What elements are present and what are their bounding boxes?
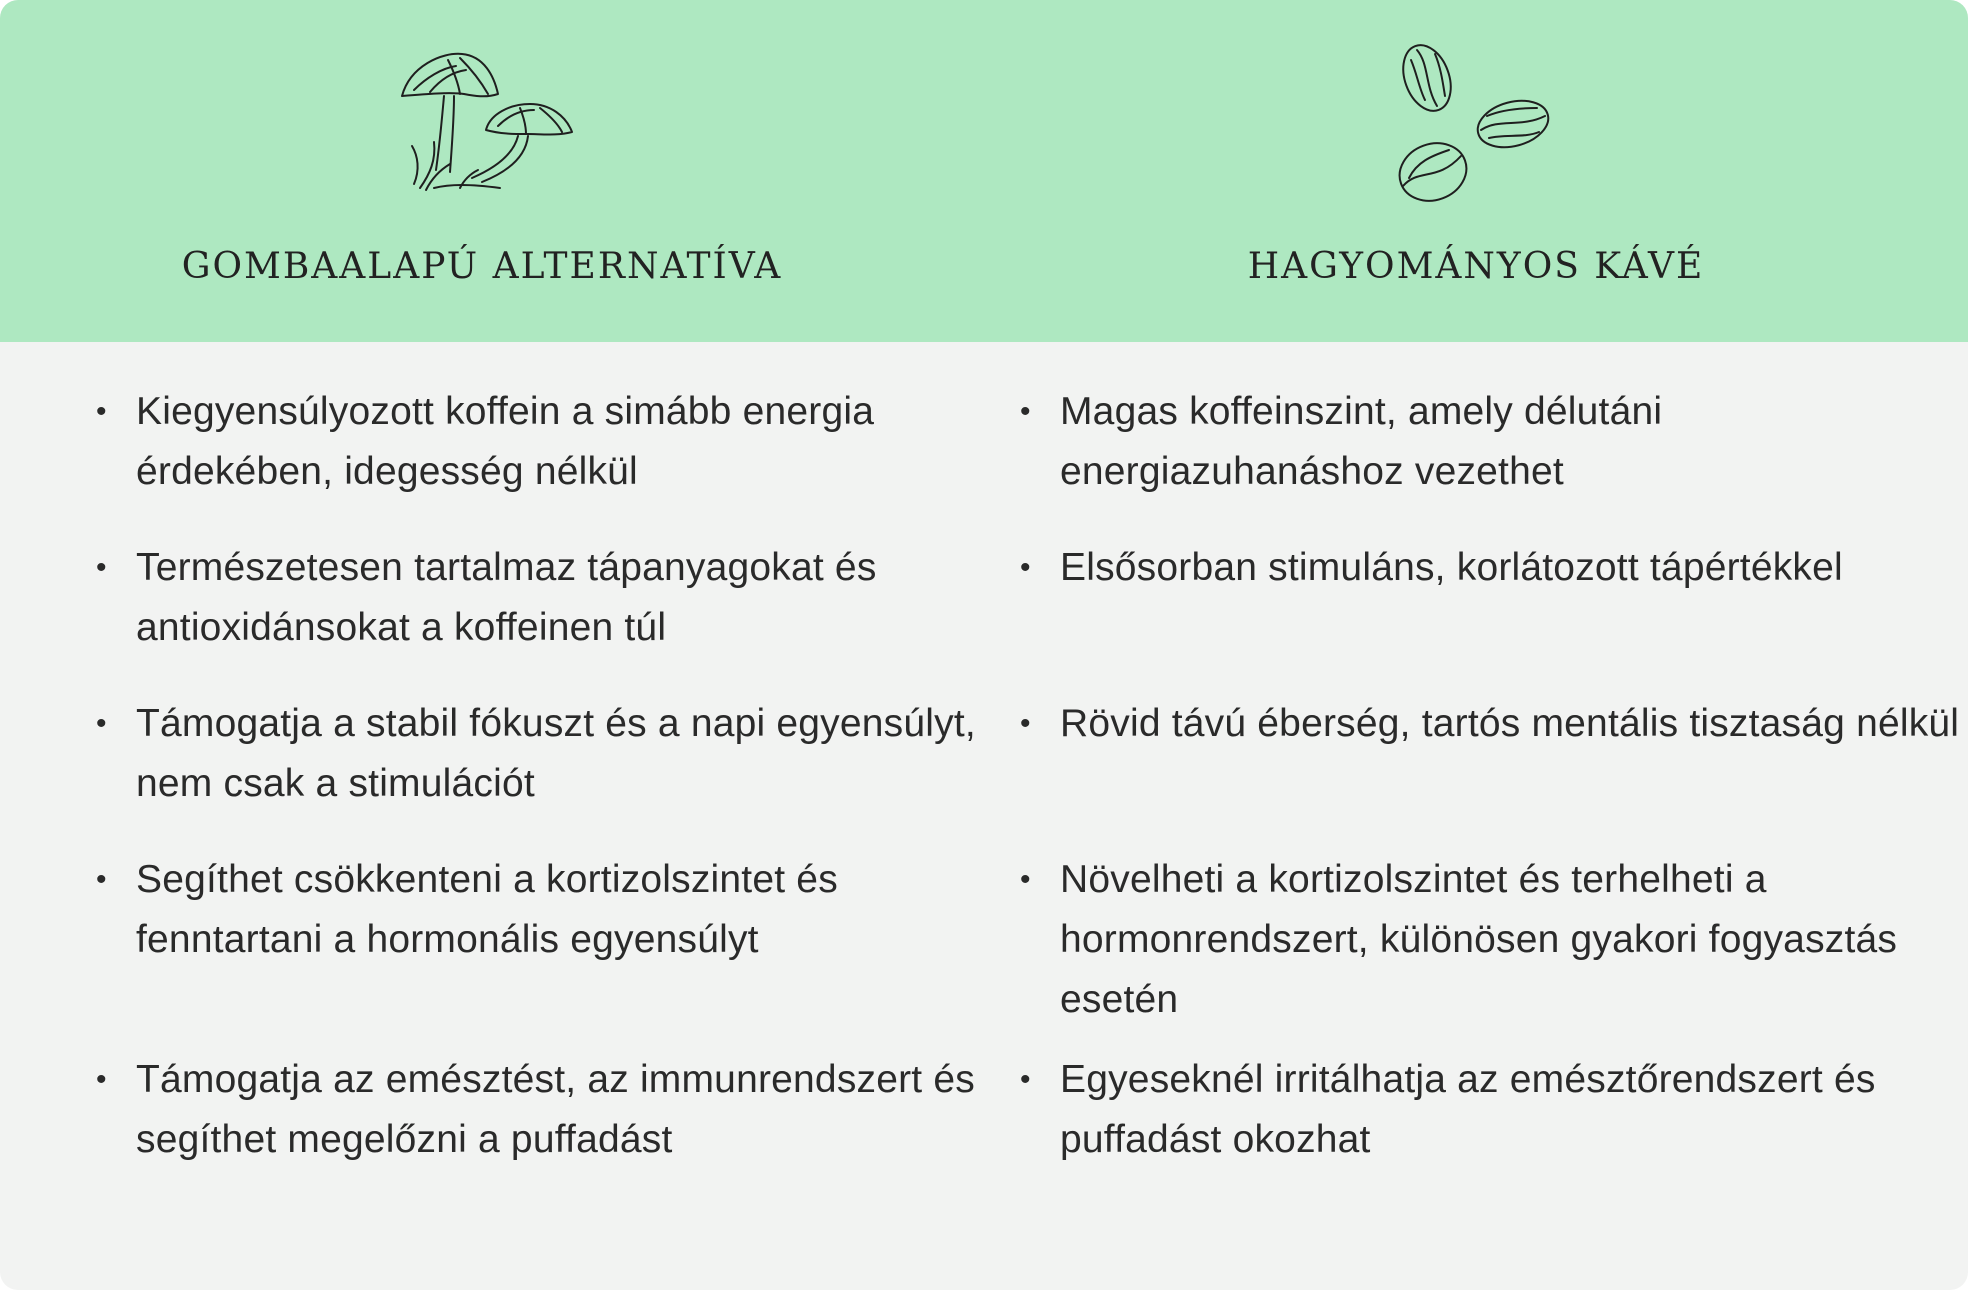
bullet: • bbox=[1020, 551, 1031, 584]
item-text: Egyeseknél irritálhatja az emésztőrendszert és puffadást okozhat bbox=[1060, 1058, 1876, 1161]
item-text: Kiegyensúlyozott koffein a simább energia érdekében, idegesség nélkül bbox=[136, 390, 875, 493]
mushroom-column-header bbox=[0, 0, 984, 342]
bullet: • bbox=[1020, 395, 1031, 428]
item-text: Növelheti a kortizolszintet és terhelheti a hormonrendszert, különösen gyakori fogyasztás esetén bbox=[1060, 858, 1898, 1021]
list-item bbox=[96, 1050, 996, 1170]
item-text: Természetesen tartalmaz tápanyagokat és antioxidánsokat a koffeinen túl bbox=[136, 546, 877, 649]
item-text: Magas koffeinszint, amely délutáni energiazuhanáshoz vezethet bbox=[1060, 390, 1663, 493]
comparison-body bbox=[0, 342, 1968, 1290]
item-text: Rövid távú éberség, tartós mentális tisztaság nélkül bbox=[1060, 702, 1960, 745]
item-text: Támogatja az emésztést, az immunrendszert és segíthet megelőzni a puffadást bbox=[136, 1058, 975, 1161]
list-item bbox=[1020, 538, 1960, 598]
list-item bbox=[96, 694, 996, 814]
bullet: • bbox=[96, 863, 107, 896]
bullet: • bbox=[1020, 1063, 1031, 1096]
list-item bbox=[96, 538, 996, 658]
list-item bbox=[96, 382, 996, 502]
coffee-column-title: HAGYOMÁNYOS KÁVÉ bbox=[1247, 246, 1705, 287]
coffee-column-header bbox=[984, 0, 1968, 342]
list-item bbox=[1020, 1050, 1960, 1170]
bullet: • bbox=[1020, 707, 1031, 740]
coffee-beans-icon bbox=[1389, 38, 1559, 218]
item-text: Segíthet csökkenteni a kortizolszintet és fenntartani a hormonális egyensúlyt bbox=[136, 858, 838, 961]
list-item bbox=[1020, 850, 1960, 1030]
bullet: • bbox=[96, 551, 107, 584]
mushroom-icon bbox=[390, 38, 580, 198]
mushroom-column-title: GOMBAALAPÚ ALTERNATÍVA bbox=[181, 246, 783, 287]
list-item bbox=[96, 850, 996, 970]
bullet: • bbox=[96, 1063, 107, 1096]
item-text: Elsősorban stimuláns, korlátozott tápértékkel bbox=[1060, 546, 1843, 589]
bullet: • bbox=[96, 395, 107, 428]
list-item bbox=[1020, 694, 1960, 754]
list-item bbox=[1020, 382, 1960, 502]
bullet: • bbox=[1020, 863, 1031, 896]
item-text: Támogatja a stabil fókuszt és a napi egyensúlyt, nem csak a stimulációt bbox=[136, 702, 976, 805]
comparison-header bbox=[0, 0, 1968, 342]
bullet: • bbox=[96, 707, 107, 740]
